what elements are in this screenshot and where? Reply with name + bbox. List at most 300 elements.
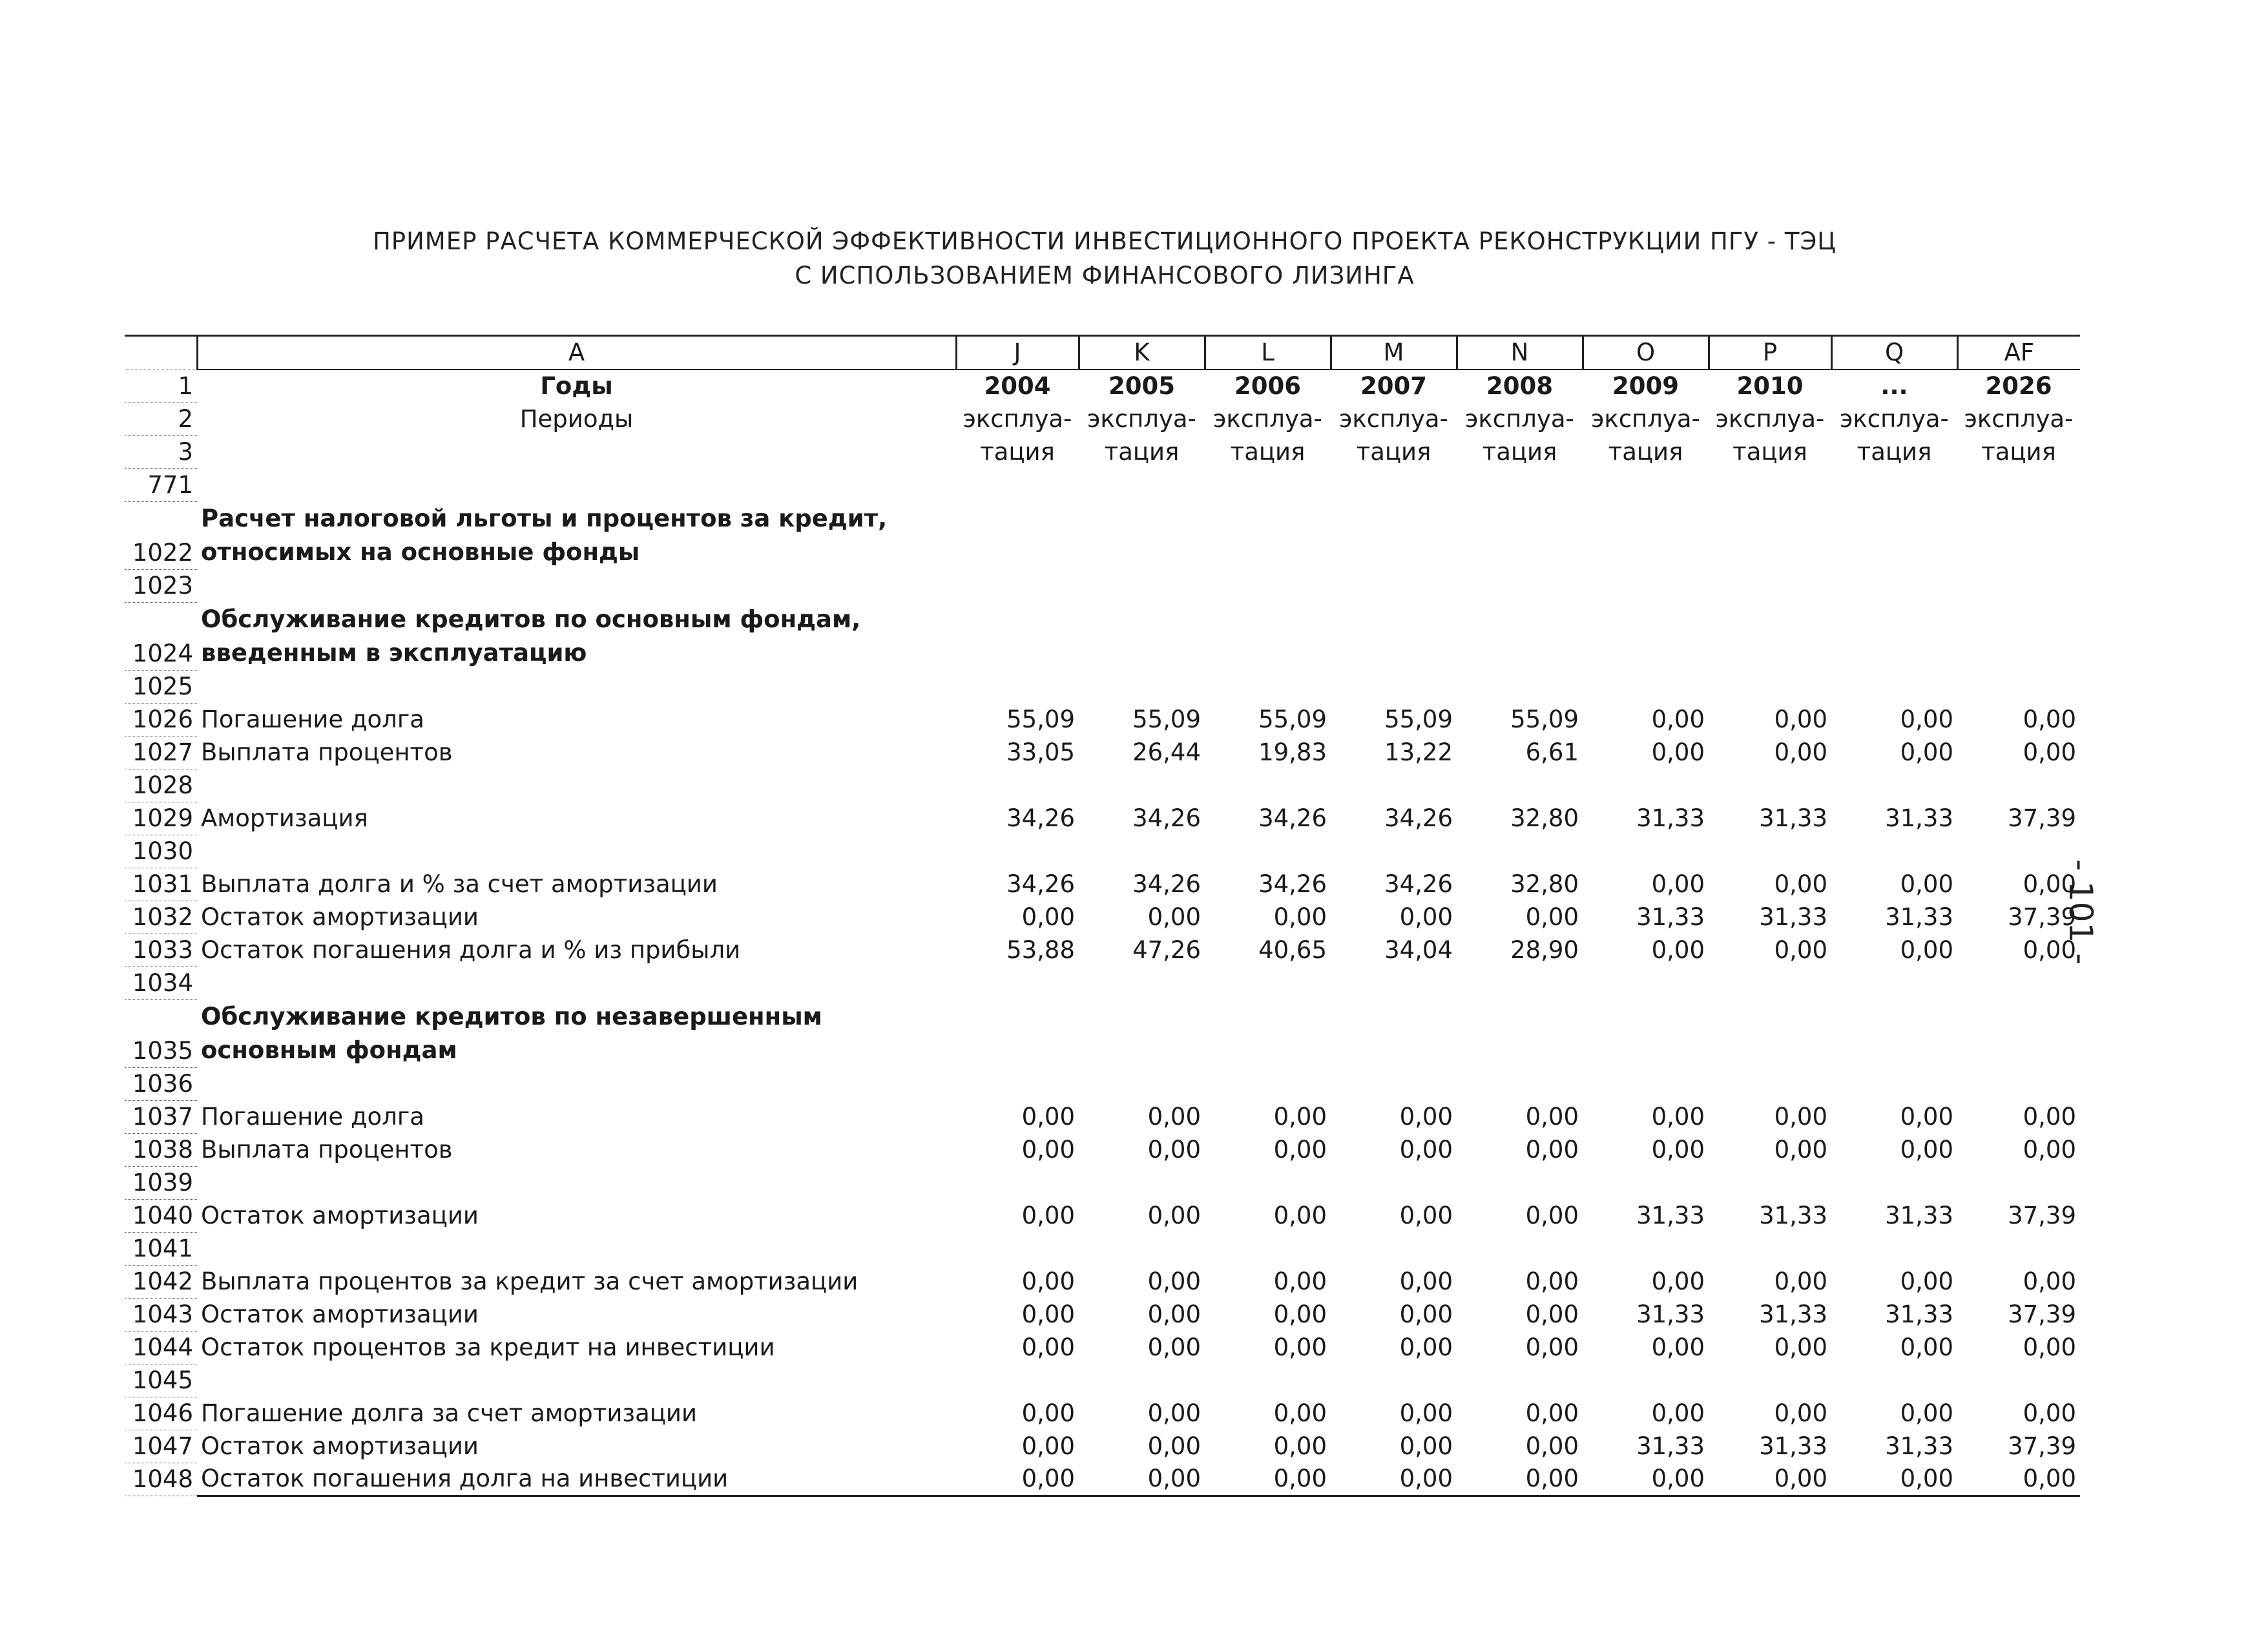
value-cell: [1583, 1166, 1709, 1199]
value-cell: 40,65: [1258, 936, 1327, 964]
value-cell: 0,00: [1900, 1399, 1953, 1427]
value-cell: [956, 1067, 1079, 1100]
value-cell: [1079, 1364, 1205, 1397]
value-cell: [1205, 1067, 1331, 1100]
value-cell: 31,33: [1885, 903, 1953, 931]
header-cell: 2007: [1360, 372, 1427, 400]
value-cell: [1957, 569, 2080, 602]
header-cell: 2006: [1234, 372, 1301, 400]
value-cell: 6,61: [1525, 738, 1579, 766]
value-cell: [1205, 670, 1331, 703]
value-cell: [1709, 602, 1831, 670]
value-cell: 28,90: [1510, 936, 1579, 964]
header-cell: 2008: [1486, 372, 1553, 400]
row-label: Амортизация: [201, 804, 368, 832]
table-row: [125, 769, 2080, 802]
row-number[interactable]: 771: [125, 468, 197, 501]
value-cell: [1205, 966, 1331, 999]
table-row: [125, 670, 2080, 703]
value-cell: 0,00: [1205, 1463, 1331, 1496]
row-number[interactable]: 1: [125, 370, 197, 402]
header-cell: 2004: [984, 372, 1051, 400]
spreadsheet-table: [125, 335, 2080, 1497]
value-cell: [1079, 670, 1205, 703]
value-cell: 34,26: [1132, 870, 1201, 898]
value-cell: [1957, 468, 2080, 501]
column-letter-p[interactable]: P: [1709, 336, 1831, 370]
value-cell: [1709, 966, 1831, 999]
value-cell: [1079, 835, 1205, 868]
value-cell: 34,26: [1006, 804, 1075, 832]
header-row-3: [125, 435, 2080, 468]
row-label: Остаток погашения долга и % из прибыли: [201, 936, 741, 964]
header-cell: 2009: [1612, 372, 1679, 400]
section-heading: Обслуживание кредитов по основным фондам, введенным в эксплуатацию: [201, 605, 861, 667]
row-label: [197, 835, 956, 868]
row-label: Выплата процентов: [201, 1136, 453, 1164]
value-cell: [1709, 468, 1831, 501]
value-cell: [1583, 670, 1709, 703]
value-cell: 0,00: [1273, 1103, 1327, 1131]
value-cell: 0,00: [1021, 1300, 1075, 1328]
value-cell: [1079, 966, 1205, 999]
header-cell: ...: [1880, 372, 1908, 400]
value-cell: 0,00: [1273, 1202, 1327, 1229]
value-cell: [1831, 999, 1957, 1067]
header-cell: эксплуа-: [1840, 405, 1949, 433]
value-cell: [956, 501, 1079, 569]
value-cell: 0,00: [1774, 870, 1827, 898]
value-cell: 34,26: [1132, 804, 1201, 832]
value-cell: 0,00: [1147, 1399, 1201, 1427]
row-number[interactable]: 1044: [125, 1331, 197, 1364]
table-row: [125, 1430, 2080, 1463]
value-cell: 0,00: [2023, 870, 2076, 898]
section-heading: Обслуживание кредитов по незавершенным основным фондам: [201, 1003, 822, 1064]
value-cell: 0,00: [1651, 1399, 1705, 1427]
table-row: [125, 901, 2080, 934]
value-cell: 0,00: [2023, 705, 2076, 733]
corner-cell: [125, 336, 197, 370]
value-cell: [1583, 769, 1709, 802]
value-cell: [956, 769, 1079, 802]
value-cell: 0,00: [1021, 1103, 1075, 1131]
value-cell: 0,00: [1399, 1333, 1453, 1361]
value-cell: 0,00: [1525, 1333, 1579, 1361]
value-cell: 0,00: [1273, 1399, 1327, 1427]
value-cell: 0,00: [1399, 1103, 1453, 1131]
value-cell: 34,26: [1384, 804, 1453, 832]
value-cell: 34,26: [1006, 870, 1075, 898]
value-cell: 0,00: [1021, 1432, 1075, 1460]
value-cell: 0,00: [1273, 1432, 1327, 1460]
value-cell: [1331, 602, 1457, 670]
row-label: Погашение долга: [201, 705, 424, 733]
value-cell: [1831, 501, 1957, 569]
value-cell: [1457, 999, 1583, 1067]
value-cell: 31,33: [1759, 1432, 1827, 1460]
column-letter-a[interactable]: A: [197, 336, 956, 370]
table-row: [125, 1331, 2080, 1364]
value-cell: [1457, 569, 1583, 602]
header-cell: 2026: [1985, 372, 2052, 400]
value-cell: 31,33: [1885, 1432, 1953, 1460]
value-cell: 0,00: [1399, 1202, 1453, 1229]
value-cell: [1457, 468, 1583, 501]
header-cell: эксплуа-: [1964, 405, 2074, 433]
value-cell: [1331, 999, 1457, 1067]
value-cell: 31,33: [1636, 903, 1705, 931]
table-row: [125, 736, 2080, 769]
header-cell: эксплуа-: [1087, 405, 1196, 433]
row-number[interactable]: 1041: [125, 1232, 197, 1265]
value-cell: 0,00: [1399, 903, 1453, 931]
value-cell: [1583, 602, 1709, 670]
value-cell: 55,09: [1510, 705, 1579, 733]
value-cell: 0,00: [1147, 1136, 1201, 1164]
row-number[interactable]: 1047: [125, 1430, 197, 1463]
table-row: [125, 1397, 2080, 1430]
value-cell: [1331, 769, 1457, 802]
value-cell: [1331, 1166, 1457, 1199]
row-number[interactable]: 1046: [125, 1397, 197, 1430]
value-cell: 0,00: [1957, 1463, 2080, 1496]
value-cell: [1331, 1067, 1457, 1100]
value-cell: [1831, 1232, 1957, 1265]
row-number[interactable]: 2: [125, 402, 197, 435]
row-label: [197, 569, 956, 602]
value-cell: 0,00: [1900, 1136, 1953, 1164]
column-letter-j[interactable]: J: [956, 336, 1079, 370]
row-number[interactable]: 3: [125, 435, 197, 468]
value-cell: 0,00: [1021, 1333, 1075, 1361]
value-cell: [956, 999, 1079, 1067]
value-cell: 0,00: [1651, 936, 1705, 964]
value-cell: [1331, 468, 1457, 501]
value-cell: [1205, 501, 1331, 569]
header-cell: тация: [1482, 438, 1557, 466]
value-cell: 0,00: [1525, 1202, 1579, 1229]
value-cell: [1457, 966, 1583, 999]
value-cell: 0,00: [1651, 1103, 1705, 1131]
value-cell: 0,00: [2023, 738, 2076, 766]
table-row: [125, 934, 2080, 966]
header-cell: 2005: [1108, 372, 1175, 400]
row-number[interactable]: 1043: [125, 1298, 197, 1331]
value-cell: [1831, 966, 1957, 999]
value-cell: 0,00: [1331, 1463, 1457, 1496]
column-letter-k[interactable]: K: [1079, 336, 1205, 370]
value-cell: [1079, 1166, 1205, 1199]
value-cell: 0,00: [1774, 1399, 1827, 1427]
value-cell: 0,00: [1399, 1136, 1453, 1164]
value-cell: 0,00: [2023, 1399, 2076, 1427]
header-cell: эксплуа-: [1339, 405, 1448, 433]
value-cell: 0,00: [1147, 1202, 1201, 1229]
value-cell: 31,33: [1759, 903, 1827, 931]
value-cell: 31,33: [1885, 1202, 1953, 1229]
value-cell: [1079, 999, 1205, 1067]
value-cell: 55,09: [1132, 705, 1201, 733]
value-cell: 0,00: [2023, 1268, 2076, 1295]
value-cell: 13,22: [1384, 738, 1453, 766]
row-label: [197, 1067, 956, 1100]
value-cell: 0,00: [1774, 705, 1827, 733]
value-cell: 53,88: [1006, 936, 1075, 964]
row-number[interactable]: 1030: [125, 835, 197, 868]
row-label: [197, 670, 956, 703]
value-cell: [1457, 501, 1583, 569]
section-heading-row: [125, 999, 2080, 1067]
row-label: Погашение долга: [201, 1103, 424, 1131]
value-cell: [1583, 835, 1709, 868]
value-cell: [1709, 501, 1831, 569]
section-heading-row: [125, 602, 2080, 670]
value-cell: 0,00: [1651, 1268, 1705, 1295]
table-row: [125, 703, 2080, 736]
page-number: - 101 -: [2062, 859, 2099, 965]
value-cell: 0,00: [1525, 1432, 1579, 1460]
value-cell: 0,00: [1774, 1333, 1827, 1361]
value-cell: 0,00: [1021, 1268, 1075, 1295]
row-number[interactable]: 1023: [125, 569, 197, 602]
value-cell: 37,39: [2008, 1202, 2076, 1229]
header-cell: тация: [1230, 438, 1306, 466]
row-label: Остаток амортизации: [201, 1300, 479, 1328]
value-cell: 0,00: [1147, 903, 1201, 931]
value-cell: [1583, 966, 1709, 999]
table-row: [125, 1265, 2080, 1298]
row-number[interactable]: 1042: [125, 1265, 197, 1298]
value-cell: 37,39: [2008, 804, 2076, 832]
value-cell: 31,33: [1759, 804, 1827, 832]
value-cell: [1831, 670, 1957, 703]
row-label: Выплата долга и % за счет амортизации: [201, 870, 718, 898]
value-cell: 34,26: [1258, 804, 1327, 832]
value-cell: [1957, 769, 2080, 802]
value-cell: [1457, 670, 1583, 703]
value-cell: [1331, 670, 1457, 703]
row-label: Остаток амортизации: [201, 1202, 479, 1229]
value-cell: [1831, 769, 1957, 802]
value-cell: [1205, 1232, 1331, 1265]
value-cell: [1831, 835, 1957, 868]
value-cell: 47,26: [1132, 936, 1201, 964]
value-cell: 0,00: [1774, 936, 1827, 964]
table-row: [125, 468, 2080, 501]
row-number[interactable]: 1036: [125, 1067, 197, 1100]
value-cell: 32,80: [1510, 804, 1579, 832]
value-cell: [1583, 1364, 1709, 1397]
table-row: [125, 1166, 2080, 1199]
value-cell: [1709, 835, 1831, 868]
row-label: Остаток погашения долга на инвестиции: [197, 1463, 956, 1496]
value-cell: [1957, 835, 2080, 868]
value-cell: 0,00: [1900, 738, 1953, 766]
column-letter-o[interactable]: O: [1583, 336, 1709, 370]
row-number[interactable]: 1025: [125, 670, 197, 703]
value-cell: 34,26: [1384, 870, 1453, 898]
value-cell: [1957, 966, 2080, 999]
header-cell: эксплуа-: [1591, 405, 1700, 433]
row-number[interactable]: 1038: [125, 1133, 197, 1166]
header-cell: тация: [1104, 438, 1180, 466]
value-cell: [1331, 835, 1457, 868]
value-cell: [956, 966, 1079, 999]
value-cell: 0,00: [1525, 1268, 1579, 1295]
table-row: [125, 1463, 2080, 1496]
column-letter-l[interactable]: L: [1205, 336, 1331, 370]
header-cell: тация: [1732, 438, 1807, 466]
value-cell: [1583, 999, 1709, 1067]
row-label: [197, 468, 956, 501]
value-cell: [1331, 1232, 1457, 1265]
value-cell: [1831, 1364, 1957, 1397]
value-cell: 55,09: [1384, 705, 1453, 733]
header-cell: эксплуа-: [1465, 405, 1574, 433]
value-cell: [1957, 999, 2080, 1067]
value-cell: [1709, 1166, 1831, 1199]
value-cell: 0,00: [1273, 1300, 1327, 1328]
row-number[interactable]: 1029: [125, 802, 197, 835]
value-cell: 0,00: [1079, 1463, 1205, 1496]
value-cell: 0,00: [1525, 1300, 1579, 1328]
value-cell: 26,44: [1132, 738, 1201, 766]
value-cell: [1957, 501, 2080, 569]
value-cell: [1583, 569, 1709, 602]
value-cell: 0,00: [1399, 1268, 1453, 1295]
value-cell: 0,00: [1147, 1268, 1201, 1295]
column-letter-q[interactable]: Q: [1831, 336, 1957, 370]
value-cell: [1079, 569, 1205, 602]
value-cell: 0,00: [1273, 1268, 1327, 1295]
value-cell: [956, 835, 1079, 868]
row-label: Остаток амортизации: [201, 1432, 479, 1460]
section-heading-row: [125, 501, 2080, 569]
row-label: [197, 435, 956, 468]
value-cell: 0,00: [1399, 1300, 1453, 1328]
table-row: [125, 1067, 2080, 1100]
table-row: [125, 1100, 2080, 1133]
value-cell: [1205, 1364, 1331, 1397]
row-label: Выплата процентов: [201, 738, 453, 766]
value-cell: 31,33: [1636, 1202, 1705, 1229]
value-cell: 0,00: [2023, 1333, 2076, 1361]
header-cell: тация: [1981, 438, 2056, 466]
row-number[interactable]: 1033: [125, 934, 197, 966]
header-row-1: [125, 370, 2080, 402]
row-number[interactable]: 1045: [125, 1364, 197, 1397]
value-cell: [1831, 1067, 1957, 1100]
value-cell: 0,00: [1774, 738, 1827, 766]
column-letter-af[interactable]: AF: [1957, 336, 2080, 370]
row-label: Выплата процентов за кредит за счет амортизации: [201, 1268, 858, 1295]
value-cell: [1079, 602, 1205, 670]
value-cell: 0,00: [1651, 1136, 1705, 1164]
value-cell: 31,33: [1885, 1300, 1953, 1328]
row-number[interactable]: 1048: [125, 1463, 197, 1496]
value-cell: 31,33: [1636, 1432, 1705, 1460]
value-cell: [1957, 1232, 2080, 1265]
header-cell: тация: [1857, 438, 1932, 466]
value-cell: 0,00: [1147, 1300, 1201, 1328]
value-cell: 0,00: [1147, 1103, 1201, 1131]
value-cell: [1583, 501, 1709, 569]
value-cell: [1709, 1364, 1831, 1397]
row-number[interactable]: 1027: [125, 736, 197, 769]
value-cell: [1457, 835, 1583, 868]
value-cell: 0,00: [1651, 870, 1705, 898]
value-cell: [1957, 1364, 2080, 1397]
row-number[interactable]: 1022: [125, 501, 197, 569]
value-cell: [1957, 1067, 2080, 1100]
value-cell: 0,00: [2023, 1136, 2076, 1164]
value-cell: 0,00: [1525, 903, 1579, 931]
row-number[interactable]: 1031: [125, 868, 197, 901]
value-cell: [956, 1232, 1079, 1265]
value-cell: [1331, 1364, 1457, 1397]
value-cell: 0,00: [1900, 1103, 1953, 1131]
value-cell: 0,00: [1651, 1333, 1705, 1361]
value-cell: 0,00: [1900, 705, 1953, 733]
value-cell: 0,00: [1021, 1399, 1075, 1427]
value-cell: 0,00: [2023, 936, 2076, 964]
value-cell: 31,33: [1636, 804, 1705, 832]
value-cell: 37,39: [2008, 1432, 2076, 1460]
row-number[interactable]: 1024: [125, 602, 197, 670]
value-cell: 0,00: [2023, 1103, 2076, 1131]
value-cell: 0,00: [1021, 1202, 1075, 1229]
row-label: Годы: [540, 372, 613, 400]
row-number[interactable]: 1039: [125, 1166, 197, 1199]
header-cell: эксплуа-: [962, 405, 1072, 433]
row-number[interactable]: 1034: [125, 966, 197, 999]
value-cell: 19,83: [1258, 738, 1327, 766]
value-cell: [956, 670, 1079, 703]
column-letter-m[interactable]: M: [1331, 336, 1457, 370]
value-cell: 0,00: [1457, 1463, 1583, 1496]
row-number[interactable]: 1032: [125, 901, 197, 934]
value-cell: [1079, 468, 1205, 501]
row-number[interactable]: 1026: [125, 703, 197, 736]
value-cell: 0,00: [1900, 1333, 1953, 1361]
row-label: [197, 966, 956, 999]
row-label: [197, 1166, 956, 1199]
value-cell: 0,00: [1651, 738, 1705, 766]
row-number[interactable]: 1035: [125, 999, 197, 1067]
row-label: Периоды: [519, 405, 634, 433]
row-number[interactable]: 1028: [125, 769, 197, 802]
value-cell: 0,00: [1651, 705, 1705, 733]
column-letter-n[interactable]: N: [1457, 336, 1583, 370]
table-row: [125, 1232, 2080, 1265]
value-cell: 0,00: [1273, 903, 1327, 931]
table-row: [125, 1298, 2080, 1331]
row-number[interactable]: 1037: [125, 1100, 197, 1133]
value-cell: [1709, 569, 1831, 602]
value-cell: 34,04: [1384, 936, 1453, 964]
table-row: [125, 1199, 2080, 1232]
header-cell: тация: [1608, 438, 1683, 466]
document-title-line-2: С ИСПОЛЬЗОВАНИЕМ ФИНАНСОВОГО ЛИЗИНГА: [795, 262, 1415, 289]
table-row: [125, 868, 2080, 901]
section-heading: Расчет налоговой льготы и процентов за кредит, относимых на основные фонды: [201, 505, 888, 566]
value-cell: [1205, 1166, 1331, 1199]
value-cell: 55,09: [1006, 705, 1075, 733]
row-number[interactable]: 1040: [125, 1199, 197, 1232]
value-cell: [1709, 1067, 1831, 1100]
value-cell: 32,80: [1510, 870, 1579, 898]
